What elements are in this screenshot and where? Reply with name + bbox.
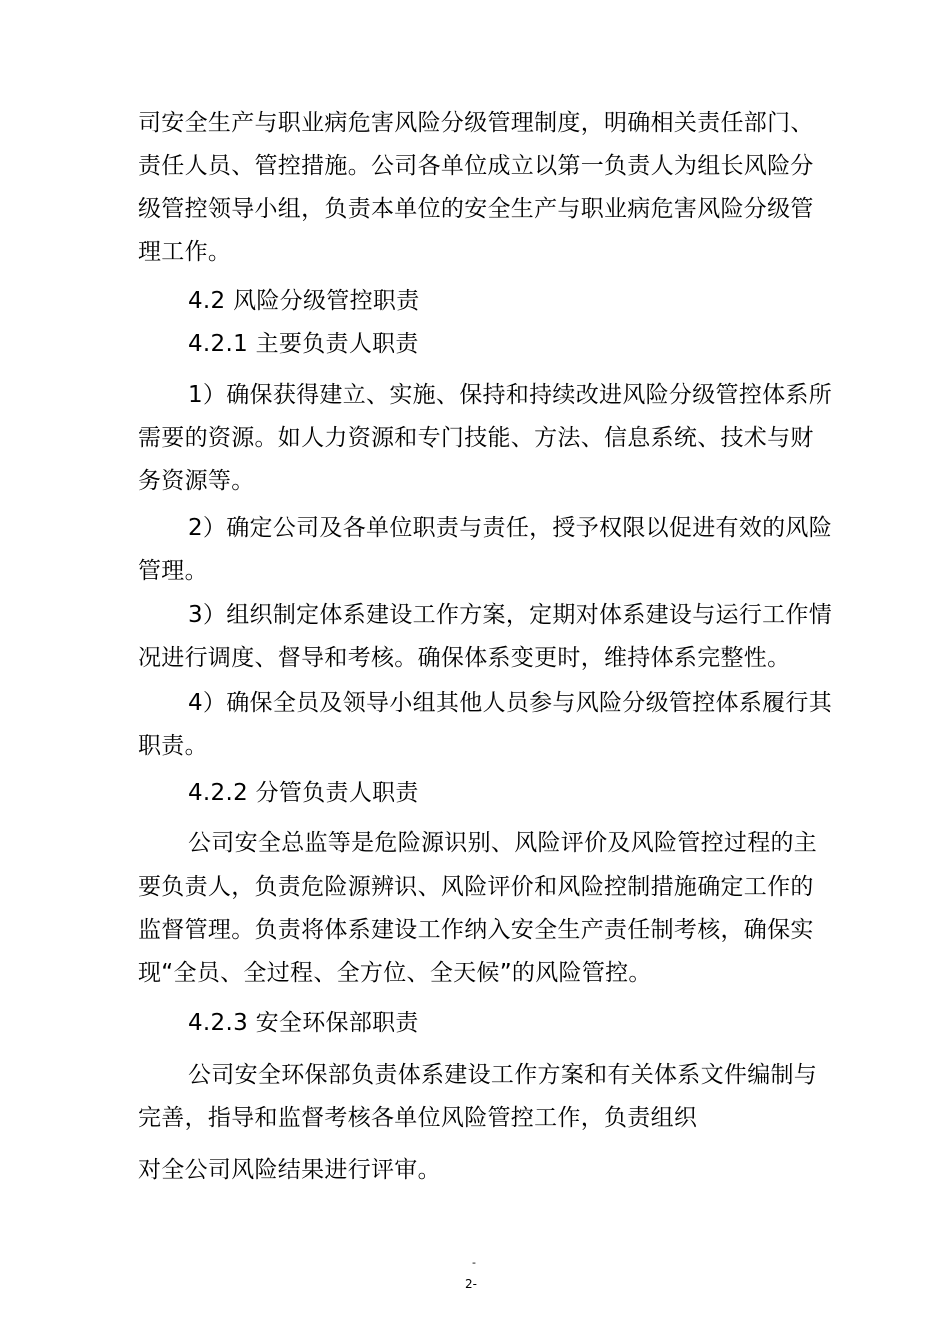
subsection-heading: 4.2.1 主要负责人职责 <box>188 331 419 357</box>
body-text-line: 责任人员、管控措施。公司各单位成立以第一负责人为组长风险分 <box>138 153 814 179</box>
body-text-line: 要负责人，负责危险源辨识、风险评价和风险控制措施确定工作的 <box>138 874 814 900</box>
list-item-text: 需要的资源。如人力资源和专门技能、方法、信息系统、技术与财 <box>138 425 814 451</box>
body-text-line: 监督管理。负责将体系建设工作纳入安全生产责任制考核，确保实 <box>138 917 814 943</box>
list-item-text: 管理。 <box>138 558 208 584</box>
body-text-line: 理工作。 <box>138 239 232 265</box>
body-text-line: 司安全生产与职业病危害风险分级管理制度，明确相关责任部门、 <box>138 110 814 136</box>
list-item-text: 3）组织制定体系建设工作方案，定期对体系建设与运行工作情 <box>188 602 833 628</box>
body-text-line: 公司安全总监等是危险源识别、风险评价及风险管控过程的主 <box>188 830 818 856</box>
subsection-heading: 4.2.2 分管负责人职责 <box>188 780 419 806</box>
list-item-text: 职责。 <box>138 733 208 759</box>
body-text-line: 完善，指导和监督考核各单位风险管控工作，负责组织 <box>138 1105 698 1131</box>
footer-dash: - <box>472 1256 476 1269</box>
list-item-text: 2）确定公司及各单位职责与责任，授予权限以促进有效的风险 <box>188 515 833 541</box>
body-text-line: 级管控领导小组，负责本单位的安全生产与职业病危害风险分级管 <box>138 196 814 222</box>
body-text-line: 公司安全环保部负责体系建设工作方案和有关体系文件编制与 <box>188 1062 818 1088</box>
subsection-heading: 4.2.3 安全环保部职责 <box>188 1010 419 1036</box>
section-heading: 4.2 风险分级管控职责 <box>188 288 420 314</box>
list-item-text: 务资源等。 <box>138 468 255 494</box>
body-text-line: 对全公司风险结果进行评审。 <box>138 1157 441 1183</box>
page-number: 2- <box>465 1277 477 1291</box>
body-text-line: 现“全员、全过程、全方位、全天候”的风险管控。 <box>138 960 652 986</box>
list-item-text: 1）确保获得建立、实施、保持和持续改进风险分级管控体系所 <box>188 382 833 408</box>
list-item-text: 况进行调度、督导和考核。确保体系变更时，维持体系完整性。 <box>138 645 791 671</box>
list-item-text: 4）确保全员及领导小组其他人员参与风险分级管控体系履行其 <box>188 690 833 716</box>
